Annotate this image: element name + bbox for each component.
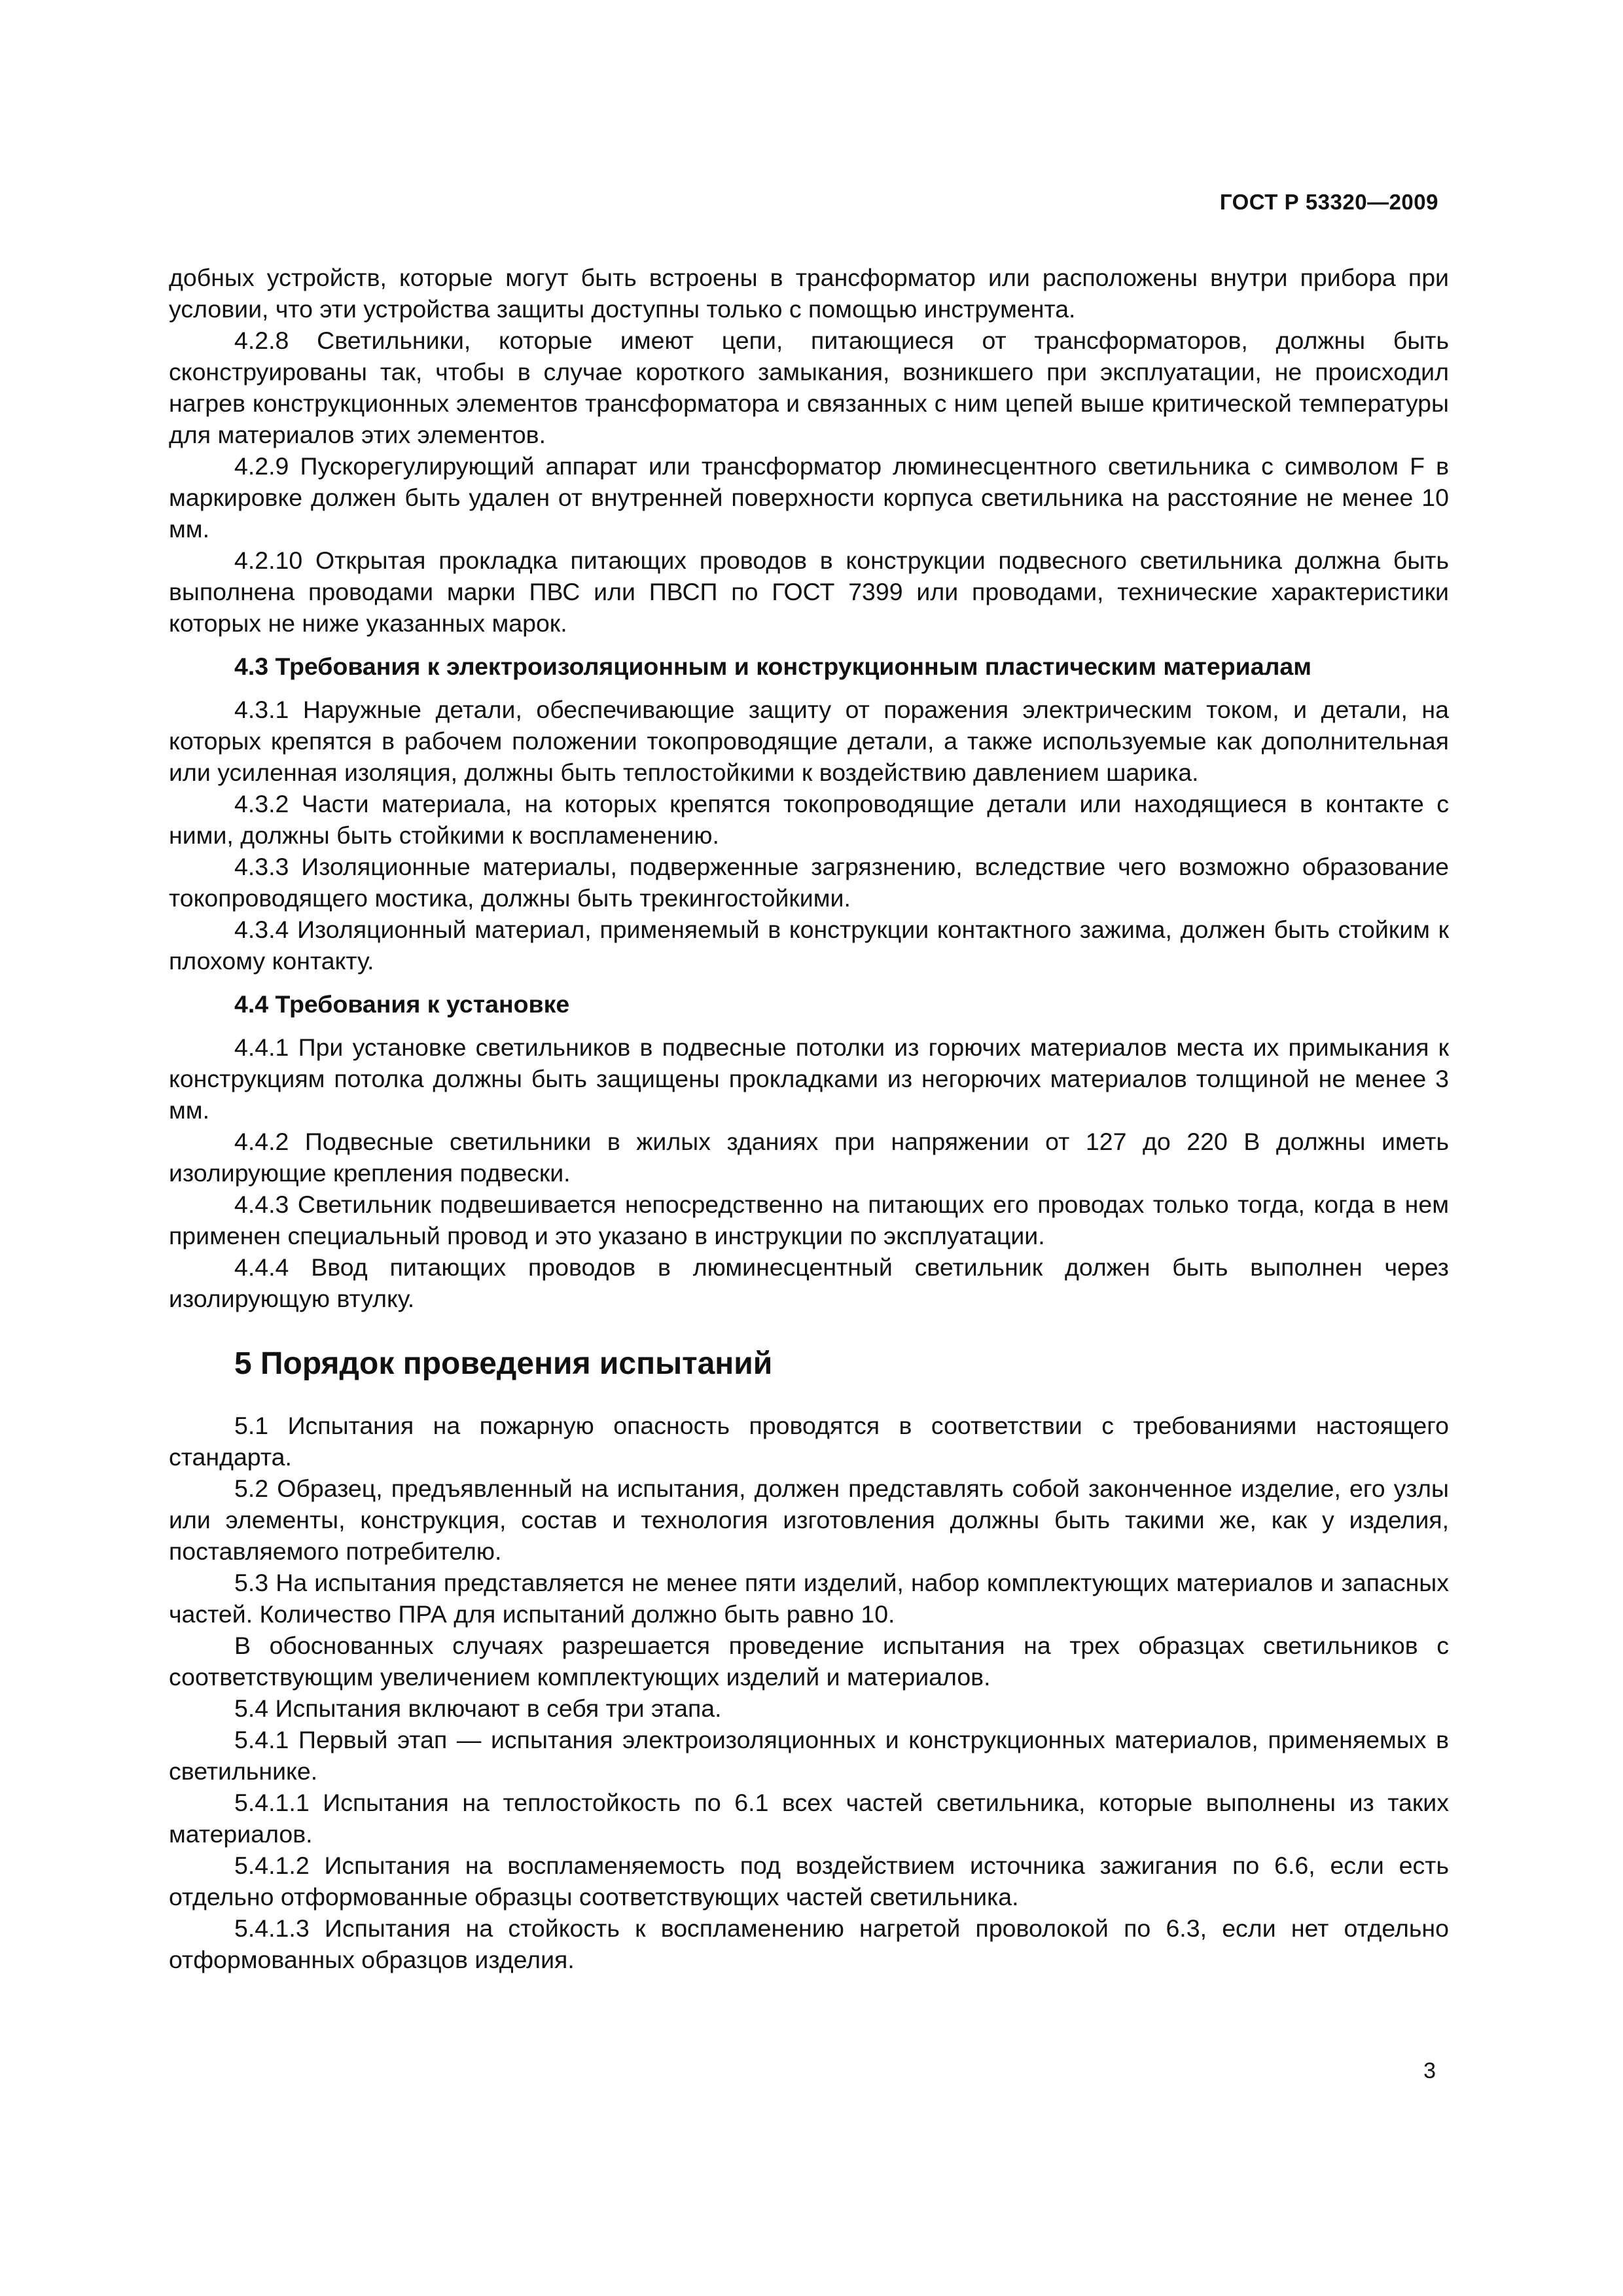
- paragraph-4-4-1: 4.4.1 При установке светильников в подвесные потолки из горючих материалов места их примыкания к конструкциям потолка должны быть защищены прокладками из негорючих материалов толщиной не менее 3 мм.: [169, 1033, 1449, 1124]
- paragraph-4-3-2: 4.3.2 Части материала, на которых крепятся токопроводящие детали или находящиеся в контакте с ними, должны быть стойкими к воспламенению.: [169, 790, 1449, 849]
- paragraph-5-1: 5.1 Испытания на пожарную опасность проводятся в соответствии с требованиями настоящего стандарта.: [169, 1412, 1449, 1471]
- paragraph-5-3: 5.3 На испытания представляется не менее пяти изделий, набор комплектующих материалов и запасных частей. Количество ПРА для испытаний должно быть равно 10.: [169, 1569, 1449, 1628]
- paragraph-5-4-1-1: 5.4.1.1 Испытания на теплостойкость по 6.1 всех частей светильника, которые выполнены из таких материалов.: [169, 1789, 1449, 1848]
- document-body: [169, 262, 1449, 1975]
- paragraph-5-3-note: В обоснованных случаях разрешается проведение испытания на трех образцах светильников с соответствующим увеличением комплектующих изделий и материалов.: [169, 1632, 1449, 1691]
- paragraph-4-2-9: 4.2.9 Пускорегулирующий аппарат или трансформатор люминесцентного светильника с символом F в маркировке должен быть удален от внутренней поверхности корпуса светильника на расстояние не менее 10 мм.: [169, 452, 1449, 543]
- paragraph-4-4-4: 4.4.4 Ввод питающих проводов в люминесцентный светильник должен быть выполнен через изолирующую втулку.: [169, 1253, 1449, 1312]
- paragraph-5-4-1-2: 5.4.1.2 Испытания на воспламеняемость под воздействием источника зажигания по 6.6, если есть отдельно отформованные образцы соответствующих частей светильника.: [169, 1852, 1449, 1910]
- paragraph-4-3-1: 4.3.1 Наружные детали, обеспечивающие защиту от поражения электрическим током, и детали, на которых крепятся в рабочем положении токопроводящие детали, а также используемые как дополнительная или усиленная изоляция, должны быть теплостойкими к воздействию давлением шарика.: [169, 696, 1449, 786]
- paragraph-5-4-1: 5.4.1 Первый этап — испытания электроизоляционных и конструкционных материалов, применяемых в светильнике.: [169, 1726, 1449, 1785]
- paragraph-4-3-4: 4.3.4 Изоляционный материал, применяемый в конструкции контактного зажима, должен быть стойким к плохому контакту.: [169, 916, 1449, 975]
- paragraph-4-3-3: 4.3.3 Изоляционные материалы, подверженные загрязнению, вследствие чего возможно образование токопроводящего мостика, должны быть трекингостойкими.: [169, 853, 1449, 912]
- page-number: 3: [1423, 2058, 1436, 2083]
- paragraph-5-4: 5.4 Испытания включают в себя три этапа.: [234, 1695, 722, 1722]
- paragraph-5-4-1-3: 5.4.1.3 Испытания на стойкость к воспламенению нагретой проволокой по 6.3, если нет отдельно отформованных образцов изделия.: [169, 1914, 1449, 1973]
- paragraph-4-4-2: 4.4.2 Подвесные светильники в жилых зданиях при напряжении от 127 до 220 В должны иметь изолирующие крепления подвески.: [169, 1128, 1449, 1187]
- subsection-title-4-4: 4.4 Требования к установке: [234, 990, 570, 1018]
- section-title-5: 5 Порядок проведения испытаний: [234, 1346, 773, 1381]
- paragraph-5-2: 5.2 Образец, предъявленный на испытания, должен представлять собой законченное изделие, его узлы или элементы, конструкция, состав и технология изготовления должны быть такими же, как у изделия, поставляемого потребителю.: [169, 1475, 1449, 1565]
- paragraph-4-4-3: 4.4.3 Светильник подвешивается непосредственно на питающих его проводах только тогда, когда в нем применен специальный провод и это указано в инструкции по эксплуатации.: [169, 1191, 1449, 1249]
- subsection-title-4-3: 4.3 Требования к электроизоляционным и конструкционным пластическим материалам: [234, 653, 1311, 680]
- paragraph-4-2-8: 4.2.8 Светильники, которые имеют цепи, питающиеся от трансформаторов, должны быть сконструированы так, чтобы в случае короткого замыкания, возникшего при эксплуатации, не происходил нагрев конструкционных элементов трансформатора и связанных с ним цепей выше критической температуры для материалов этих элементов.: [169, 327, 1449, 448]
- paragraph-4-2-10: 4.2.10 Открытая прокладка питающих проводов в конструкции подвесного светильника должна быть выполнена проводами марки ПВС или ПВСП по ГОСТ 7399 или проводами, технические характеристики которых не ниже указанных марок.: [169, 547, 1449, 637]
- document-header-id: ГОСТ Р 53320—2009: [1219, 190, 1438, 214]
- paragraph-continuation: добных устройств, которые могут быть встроены в трансформатор или расположены внутри прибора при условии, что эти устройства защиты доступны только с помощью инструмента.: [169, 264, 1449, 323]
